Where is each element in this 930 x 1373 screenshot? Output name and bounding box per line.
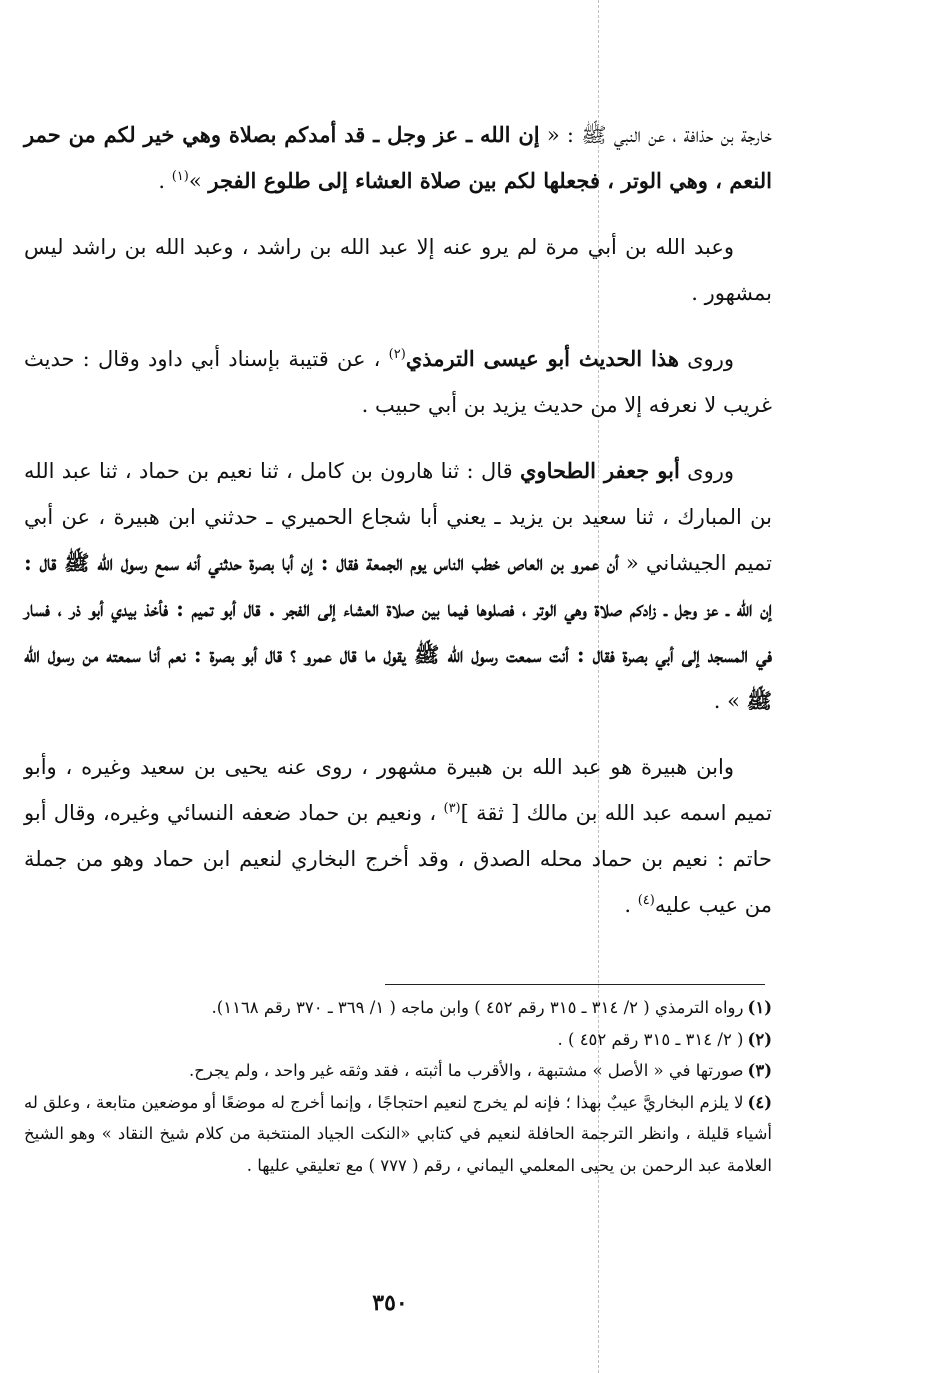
footnotes	[24, 992, 772, 1181]
paragraph-1-text: خارجة بن حذافة ، عن النبي ﷺ : «	[539, 123, 773, 147]
hadith-quote-1: إن الله ـ عز وجل ـ قد أمدكم بصلاة وهي خير لكم من حمر النعم ، وهي الوتر ، فجعلها لكم بين صلاة العشاء إلى طلوع الفجر	[24, 122, 772, 193]
page-number: ٣٥٠	[372, 1290, 408, 1316]
paragraph-3-start: وروى	[678, 347, 734, 371]
footnote-1	[24, 992, 772, 1024]
quote-close: »	[188, 169, 209, 193]
paragraph-5-start: وابن هبيرة هو عبد الله بن هبيرة مشهور ، روى عنه يحيى بن سعيد وغيره ، وأبو تميم اسمه عبد الله بن مالك [ ثقة ]	[24, 755, 772, 825]
hadith-quote-2: أن عمرو بن العاص خطب الناس يوم الجمعة فقال : إن أبا بصرة حدثني أنه سمع رسول الله ﷺ قال : إن الله ـ عز وجل ـ زادكم صلاة وهي الوتر ، فصلوها فيما بين صلاة العشاء إلى الفجر . قال أبو تميم : فأخذ بيدي أبو ذر ، فسار في المسجد إلى أبي بصرة فقال : أنت سمعت رسول الله ﷺ يقول ما قال عمرو ؟ قال أبو بصرة : نعم أنا سمعته من رسول الله ﷺ	[24, 550, 772, 713]
footnote-text: لا يلزم البخاريَّ عيبٌ بهذا ؛ فإنه لم يخرج لنعيم احتجاجًا ، وإنما أخرج له موضعًا أو موضعين متابعة ، وعلق له أشياء قليلة ، وانظر الترجمة الحافلة لنعيم في كتابي «النكت الجياد المنتخبة من كلام شيخ النقاد » وهو الشيخ العلامة عبد الرحمن بن يحيى المعلمي اليماني ، رقم ( ٧٧٧ ) مع تعليقي عليها .	[24, 1092, 772, 1175]
paragraph-4-chain: قال : ثنا هارون بن كامل ، ثنا نعيم بن حماد ، ثنا عبد الله بن المبارك ، ثنا سعيد بن يزيد ـ يعني أبا شجاع الحميري ـ حدثني ابن هبيرة ، عن أبي تميم الجيشاني «	[24, 459, 772, 575]
paragraph-5-text: ، ونعيم بن حماد ضعفه النسائي وغيره، وقال أبو حاتم : نعيم بن حماد محله الصدق ، وقد أخرج البخاري لنعيم ابن حماد وهو من جملة من عيب عليه	[24, 801, 772, 917]
paragraph-2	[24, 224, 772, 316]
paragraph-5-end: .	[624, 893, 638, 917]
main-text	[24, 112, 772, 948]
footnote-ref-1: (١)	[171, 169, 189, 184]
paragraph-5	[24, 744, 772, 928]
footnote-number: (١)	[747, 998, 772, 1017]
paragraph-3-text: ، عن قتيبة بإسناد أبي داود وقال : حديث غريب لا نعرفه إلا من حديث يزيد بن أبي حبيب .	[24, 347, 772, 417]
footnote-text: صورتها في « الأصل » مشتبهة ، والأقرب ما أثبته ، فقد وثقه غير واحد ، ولم يجرح.	[189, 1061, 744, 1080]
paragraph-4	[24, 448, 772, 724]
footnote-text: ( ٢/ ٣١٤ ـ ٣١٥ رقم ٤٥٢ ) .	[557, 1029, 744, 1049]
paragraph-2-text: وعبد الله بن أبي مرة لم يرو عنه إلا عبد الله بن راشد ، وعبد الله بن راشد ليس بمشهور .	[24, 235, 772, 305]
footnote-3	[24, 1055, 772, 1087]
paragraph-1-end: .	[158, 169, 172, 193]
narrator-name-tirmidhi: هذا الحديث أبو عيسى الترمذي	[405, 346, 679, 371]
footnote-divider	[385, 984, 765, 985]
paragraph-3	[24, 336, 772, 428]
paragraph-1	[24, 112, 772, 204]
footnote-ref-4: (٤)	[637, 893, 655, 908]
footnote-2	[24, 1024, 772, 1056]
footnote-text: رواه الترمذي ( ٢/ ٣١٤ ـ ٣١٥ رقم ٤٥٢ ) وابن ماجه ( ١/ ٣٦٩ ـ ٣٧٠ رقم ١١٦٨).	[211, 998, 744, 1017]
footnote-ref-3: (٣)	[443, 801, 461, 816]
footnote-4	[24, 1087, 772, 1182]
paragraph-4-end: » .	[713, 689, 747, 713]
footnote-number: (٣)	[747, 1061, 772, 1080]
footnote-number: (٤)	[747, 1092, 772, 1112]
narrator-name-tahawi: أبو جعفر الطحاوي	[520, 458, 680, 483]
footnote-number: (٢)	[747, 1029, 772, 1049]
paragraph-4-start: وروى	[679, 459, 734, 483]
footnote-ref-2: (٢)	[388, 347, 406, 362]
